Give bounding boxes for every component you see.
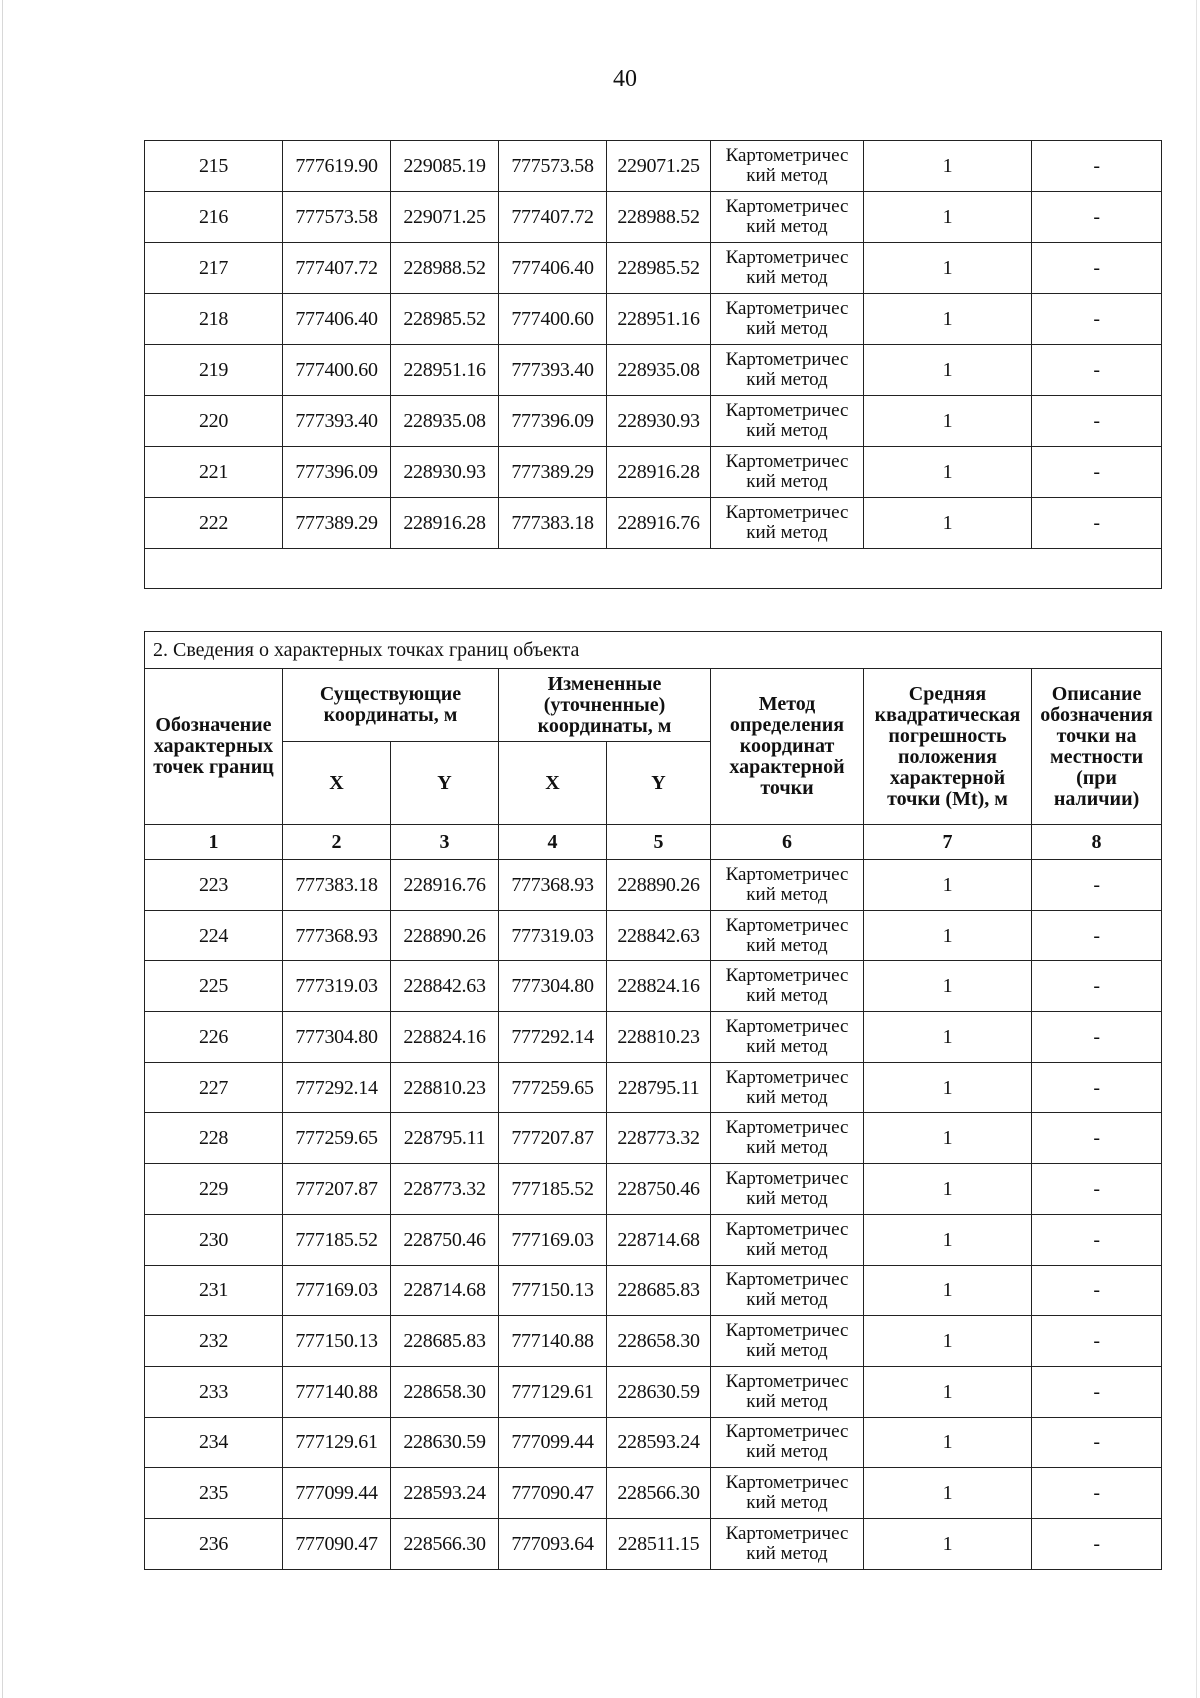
method-cell [711, 961, 864, 1012]
point-id: 232 [145, 1316, 283, 1367]
method-cell [711, 1113, 864, 1164]
description-value: - [1032, 141, 1162, 192]
changed-x: 777400.60 [499, 294, 607, 345]
description-value: - [1032, 1518, 1162, 1569]
description-value: - [1032, 294, 1162, 345]
method-line-2: кий метод [746, 471, 828, 492]
changed-x: 777140.88 [499, 1316, 607, 1367]
existing-x: 777304.80 [283, 1012, 391, 1063]
method-cell [711, 1417, 864, 1468]
description-value: - [1032, 243, 1162, 294]
changed-y: 228685.83 [607, 1265, 711, 1316]
point-id: 229 [145, 1164, 283, 1215]
table-row [145, 192, 1162, 243]
existing-x: 777383.18 [283, 860, 391, 911]
changed-x: 777129.61 [499, 1366, 607, 1417]
changed-y: 228750.46 [607, 1164, 711, 1215]
changed-y: 228988.52 [607, 192, 711, 243]
method-cell [711, 1062, 864, 1113]
description-value: - [1032, 910, 1162, 961]
method-line-2: кий метод [746, 522, 828, 543]
changed-y: 228916.76 [607, 498, 711, 549]
changed-x: 777207.87 [499, 1113, 607, 1164]
method-line-2: кий метод [746, 883, 828, 905]
method-cell [711, 1214, 864, 1265]
changed-x: 777099.44 [499, 1417, 607, 1468]
header-changed-x: X [499, 742, 607, 825]
point-id: 217 [145, 243, 283, 294]
existing-y: 228714.68 [391, 1265, 499, 1316]
method-line-1: Картометричес [725, 1066, 849, 1088]
description-value: - [1032, 961, 1162, 1012]
existing-x: 777090.47 [283, 1518, 391, 1569]
method-cell [711, 498, 864, 549]
existing-y: 228795.11 [391, 1113, 499, 1164]
accuracy-value: 1 [864, 1518, 1032, 1569]
method-cell [711, 1468, 864, 1519]
point-id: 222 [145, 498, 283, 549]
description-value: - [1032, 1366, 1162, 1417]
point-id: 220 [145, 396, 283, 447]
point-id: 227 [145, 1062, 283, 1113]
point-id: 225 [145, 961, 283, 1012]
description-value: - [1032, 1214, 1162, 1265]
header-changed-y: Y [607, 742, 711, 825]
accuracy-value: 1 [864, 1214, 1032, 1265]
header-accuracy: Средняя квадратическая погрешность положения характерной точки (Mt), м [864, 669, 1032, 825]
method-line-2: кий метод [746, 934, 828, 956]
existing-x: 777185.52 [283, 1214, 391, 1265]
existing-y: 228985.52 [391, 294, 499, 345]
existing-y: 228988.52 [391, 243, 499, 294]
page-number: 40 [613, 66, 637, 92]
method-line-2: кий метод [746, 1086, 828, 1108]
method-line-1: Картометричес [725, 1522, 849, 1544]
method-line-2: кий метод [746, 1035, 828, 1057]
accuracy-value: 1 [864, 396, 1032, 447]
method-cell [711, 345, 864, 396]
changed-x: 777093.64 [499, 1518, 607, 1569]
changed-y: 228842.63 [607, 910, 711, 961]
existing-x: 777619.90 [283, 141, 391, 192]
accuracy-value: 1 [864, 1417, 1032, 1468]
table-row [145, 1316, 1162, 1367]
table-row [145, 910, 1162, 961]
method-line-2: кий метод [746, 985, 828, 1007]
point-id: 235 [145, 1468, 283, 1519]
column-number-row [145, 825, 1162, 860]
accuracy-value: 1 [864, 141, 1032, 192]
column-number: 7 [864, 825, 1032, 860]
description-value: - [1032, 396, 1162, 447]
existing-y: 228658.30 [391, 1366, 499, 1417]
existing-y: 228773.32 [391, 1164, 499, 1215]
existing-y: 228951.16 [391, 345, 499, 396]
point-id: 226 [145, 1012, 283, 1063]
point-id: 223 [145, 860, 283, 911]
method-cell [711, 1316, 864, 1367]
header-designation: Обозначение характерных точек границ [145, 669, 283, 825]
point-id: 216 [145, 192, 283, 243]
accuracy-value: 1 [864, 1468, 1032, 1519]
description-value: - [1032, 1062, 1162, 1113]
method-line-2: кий метод [746, 216, 828, 237]
accuracy-value: 1 [864, 1012, 1032, 1063]
point-id: 228 [145, 1113, 283, 1164]
description-value: - [1032, 1417, 1162, 1468]
table-row [145, 243, 1162, 294]
point-id: 236 [145, 1518, 283, 1569]
accuracy-value: 1 [864, 192, 1032, 243]
method-cell [711, 1518, 864, 1569]
accuracy-value: 1 [864, 1265, 1032, 1316]
existing-y: 228935.08 [391, 396, 499, 447]
existing-x: 777368.93 [283, 910, 391, 961]
existing-y: 228566.30 [391, 1518, 499, 1569]
existing-x: 777389.29 [283, 498, 391, 549]
changed-x: 777304.80 [499, 961, 607, 1012]
method-line-2: кий метод [746, 1238, 828, 1260]
changed-x: 777406.40 [499, 243, 607, 294]
method-line-2: кий метод [746, 267, 828, 288]
table-row [145, 1214, 1162, 1265]
accuracy-value: 1 [864, 498, 1032, 549]
changed-y: 228795.11 [607, 1062, 711, 1113]
changed-x: 777319.03 [499, 910, 607, 961]
table-row [145, 961, 1162, 1012]
existing-y: 228750.46 [391, 1214, 499, 1265]
method-line-2: кий метод [746, 165, 828, 186]
boundary-points-table [144, 631, 1162, 1570]
existing-y: 228890.26 [391, 910, 499, 961]
method-cell [711, 860, 864, 911]
changed-y: 228985.52 [607, 243, 711, 294]
method-line-2: кий метод [746, 1390, 828, 1412]
scan-edge-right [1196, 0, 1197, 1698]
empty-cell [145, 549, 1162, 589]
table-row [145, 1062, 1162, 1113]
point-id: 234 [145, 1417, 283, 1468]
method-line-1: Картометричес [725, 1218, 849, 1240]
changed-y: 228593.24 [607, 1417, 711, 1468]
method-cell [711, 447, 864, 498]
existing-y: 228593.24 [391, 1468, 499, 1519]
changed-x: 777396.09 [499, 396, 607, 447]
method-line-1: Картометричес [725, 863, 849, 885]
existing-y: 228930.93 [391, 447, 499, 498]
changed-y: 229071.25 [607, 141, 711, 192]
table-row [145, 447, 1162, 498]
table-row [145, 1113, 1162, 1164]
existing-y: 228916.28 [391, 498, 499, 549]
point-id: 233 [145, 1366, 283, 1417]
changed-x: 777292.14 [499, 1012, 607, 1063]
existing-x: 777169.03 [283, 1265, 391, 1316]
existing-x: 777396.09 [283, 447, 391, 498]
method-cell [711, 1265, 864, 1316]
section-title: 2. Сведения о характерных точках границ объекта [145, 632, 1162, 669]
method-line-2: кий метод [746, 1289, 828, 1311]
existing-y: 229085.19 [391, 141, 499, 192]
accuracy-value: 1 [864, 961, 1032, 1012]
method-cell [711, 1164, 864, 1215]
column-number: 5 [607, 825, 711, 860]
table-row [145, 1366, 1162, 1417]
header-existing-x: X [283, 742, 391, 825]
header-description: Описание обозначения точки на местности (при наличии) [1032, 669, 1162, 825]
method-line-1: Картометричес [725, 1472, 849, 1494]
description-value: - [1032, 1113, 1162, 1164]
method-line-1: Картометричес [725, 196, 849, 218]
method-line-2: кий метод [746, 1340, 828, 1362]
method-line-1: Картометричес [725, 349, 849, 371]
changed-y: 228951.16 [607, 294, 711, 345]
table-row [145, 294, 1162, 345]
changed-x: 777150.13 [499, 1265, 607, 1316]
changed-x: 777573.58 [499, 141, 607, 192]
existing-x: 777099.44 [283, 1468, 391, 1519]
point-id: 224 [145, 910, 283, 961]
description-value: - [1032, 1164, 1162, 1215]
column-number: 8 [1032, 825, 1162, 860]
table-row [145, 1164, 1162, 1215]
existing-x: 777292.14 [283, 1062, 391, 1113]
method-line-1: Картометричес [725, 1015, 849, 1037]
changed-x: 777407.72 [499, 192, 607, 243]
method-line-2: кий метод [746, 1187, 828, 1209]
accuracy-value: 1 [864, 345, 1032, 396]
existing-y: 228685.83 [391, 1316, 499, 1367]
table-row [145, 1417, 1162, 1468]
changed-y: 228890.26 [607, 860, 711, 911]
point-id: 218 [145, 294, 283, 345]
changed-x: 777383.18 [499, 498, 607, 549]
method-cell [711, 1366, 864, 1417]
changed-y: 228511.15 [607, 1518, 711, 1569]
method-cell [711, 910, 864, 961]
column-number: 1 [145, 825, 283, 860]
table-row [145, 860, 1162, 911]
changed-y: 228930.93 [607, 396, 711, 447]
existing-x: 777129.61 [283, 1417, 391, 1468]
column-number: 6 [711, 825, 864, 860]
method-line-2: кий метод [746, 1542, 828, 1564]
existing-x: 777393.40 [283, 396, 391, 447]
method-line-1: Картометричес [725, 914, 849, 936]
method-line-1: Картометричес [725, 965, 849, 987]
changed-x: 777259.65 [499, 1062, 607, 1113]
description-value: - [1032, 1012, 1162, 1063]
method-line-1: Картометричес [725, 1421, 849, 1443]
existing-y: 228842.63 [391, 961, 499, 1012]
existing-x: 777407.72 [283, 243, 391, 294]
header-changed-coordinates: Измененные (уточненные) координаты, м [499, 669, 711, 742]
description-value: - [1032, 345, 1162, 396]
point-id: 215 [145, 141, 283, 192]
accuracy-value: 1 [864, 1164, 1032, 1215]
method-line-1: Картометричес [725, 1370, 849, 1392]
table-row [145, 1518, 1162, 1569]
empty-row [145, 549, 1162, 589]
method-line-1: Картометричес [725, 502, 849, 524]
header-existing-y: Y [391, 742, 499, 825]
method-line-1: Картометричес [725, 1269, 849, 1291]
existing-x: 777140.88 [283, 1366, 391, 1417]
existing-x: 777573.58 [283, 192, 391, 243]
description-value: - [1032, 860, 1162, 911]
method-cell [711, 396, 864, 447]
accuracy-value: 1 [864, 1113, 1032, 1164]
table-row [145, 141, 1162, 192]
method-line-2: кий метод [746, 369, 828, 390]
point-id: 231 [145, 1265, 283, 1316]
accuracy-value: 1 [864, 1366, 1032, 1417]
accuracy-value: 1 [864, 1062, 1032, 1113]
method-cell [711, 243, 864, 294]
changed-x: 777393.40 [499, 345, 607, 396]
column-number: 3 [391, 825, 499, 860]
description-value: - [1032, 1468, 1162, 1519]
accuracy-value: 1 [864, 1316, 1032, 1367]
changed-y: 228773.32 [607, 1113, 711, 1164]
existing-y: 229071.25 [391, 192, 499, 243]
existing-x: 777150.13 [283, 1316, 391, 1367]
table-row [145, 1012, 1162, 1063]
existing-y: 228810.23 [391, 1062, 499, 1113]
method-cell [711, 1012, 864, 1063]
existing-x: 777400.60 [283, 345, 391, 396]
method-line-2: кий метод [746, 318, 828, 339]
changed-y: 228935.08 [607, 345, 711, 396]
method-line-2: кий метод [746, 1137, 828, 1159]
changed-x: 777090.47 [499, 1468, 607, 1519]
point-id: 219 [145, 345, 283, 396]
changed-y: 228630.59 [607, 1366, 711, 1417]
header-method: Метод определения координат характерной точки [711, 669, 864, 825]
method-line-1: Картометричес [725, 400, 849, 422]
method-line-1: Картометричес [725, 1117, 849, 1139]
existing-x: 777207.87 [283, 1164, 391, 1215]
accuracy-value: 1 [864, 860, 1032, 911]
method-line-2: кий метод [746, 420, 828, 441]
changed-y: 228916.28 [607, 447, 711, 498]
description-value: - [1032, 498, 1162, 549]
existing-y: 228630.59 [391, 1417, 499, 1468]
method-line-1: Картометричес [725, 1320, 849, 1342]
changed-x: 777368.93 [499, 860, 607, 911]
description-value: - [1032, 1265, 1162, 1316]
existing-x: 777259.65 [283, 1113, 391, 1164]
method-cell [711, 141, 864, 192]
description-value: - [1032, 447, 1162, 498]
existing-x: 777319.03 [283, 961, 391, 1012]
table-row [145, 1468, 1162, 1519]
changed-y: 228658.30 [607, 1316, 711, 1367]
point-id: 221 [145, 447, 283, 498]
changed-y: 228566.30 [607, 1468, 711, 1519]
method-line-1: Картометричес [725, 298, 849, 320]
method-line-1: Картометричес [725, 247, 849, 269]
method-line-2: кий метод [746, 1492, 828, 1514]
header-existing-coordinates: Существующие координаты, м [283, 669, 499, 742]
changed-y: 228810.23 [607, 1012, 711, 1063]
changed-x: 777169.03 [499, 1214, 607, 1265]
scan-edge-left [2, 0, 3, 1698]
method-cell [711, 294, 864, 345]
accuracy-value: 1 [864, 447, 1032, 498]
accuracy-value: 1 [864, 910, 1032, 961]
method-cell [711, 192, 864, 243]
column-number: 4 [499, 825, 607, 860]
method-line-1: Картометричес [725, 1168, 849, 1190]
method-line-1: Картометричес [725, 145, 849, 167]
description-value: - [1032, 1316, 1162, 1367]
point-id: 230 [145, 1214, 283, 1265]
table-row [145, 498, 1162, 549]
accuracy-value: 1 [864, 294, 1032, 345]
column-number: 2 [283, 825, 391, 860]
existing-y: 228916.76 [391, 860, 499, 911]
existing-y: 228824.16 [391, 1012, 499, 1063]
description-value: - [1032, 192, 1162, 243]
table-row [145, 396, 1162, 447]
table-row [145, 345, 1162, 396]
table-row [145, 1265, 1162, 1316]
changed-x: 777389.29 [499, 447, 607, 498]
boundary-points-table-continued [144, 140, 1162, 589]
changed-y: 228714.68 [607, 1214, 711, 1265]
changed-y: 228824.16 [607, 961, 711, 1012]
method-line-1: Картометричес [725, 451, 849, 473]
changed-x: 777185.52 [499, 1164, 607, 1215]
method-line-2: кий метод [746, 1441, 828, 1463]
accuracy-value: 1 [864, 243, 1032, 294]
existing-x: 777406.40 [283, 294, 391, 345]
